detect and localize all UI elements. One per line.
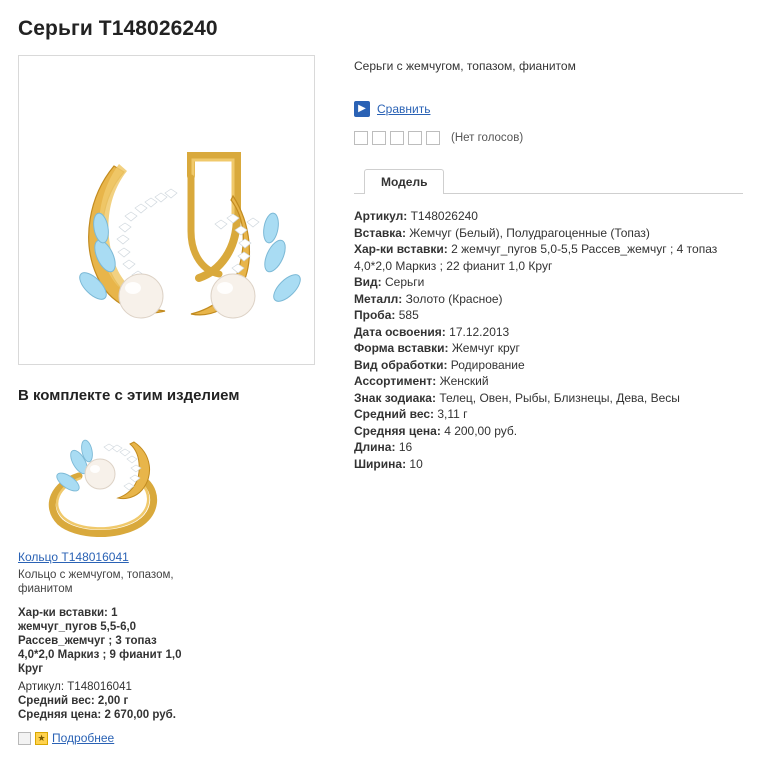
spec-label: Вставка:	[354, 225, 406, 240]
spec-row	[354, 423, 734, 440]
spec-row	[354, 439, 734, 456]
spec-label: Артикул:	[354, 209, 408, 223]
spec-label: Дата освоения:	[354, 324, 446, 339]
kit-prop-label: Хар-ки вставки:	[18, 607, 108, 619]
left-column	[18, 55, 318, 745]
spec-label: Вид обработки:	[354, 357, 448, 372]
spec-value: Жемчуг (Белый), Полудрагоценные (Топаз)	[409, 225, 650, 240]
more-details-link[interactable]: Подробнее	[52, 731, 115, 745]
spec-value: 10	[409, 456, 423, 471]
spec-value: Родирование	[450, 357, 525, 372]
kit-item-link[interactable]: Кольцо T148016041	[18, 550, 129, 564]
spec-value: Жемчуг круг	[451, 341, 520, 355]
spec-row	[354, 307, 734, 324]
votes-count: (Нет голосов)	[451, 132, 524, 144]
spec-value: 16	[398, 440, 413, 454]
spec-value: Серьги	[385, 275, 425, 289]
kit-prop-value: 2 670,00 руб.	[104, 709, 176, 721]
rating-star[interactable]	[372, 131, 386, 145]
rating-star[interactable]	[390, 131, 404, 145]
right-column	[318, 55, 759, 745]
kit-item-image[interactable]	[24, 414, 204, 544]
compare-arrow-icon: ▶	[354, 101, 370, 117]
spec-row	[354, 357, 734, 374]
compare-row[interactable]	[354, 101, 743, 117]
kit-prop-value: T148016041	[67, 681, 132, 693]
kit-prop-label: Средний вес:	[18, 695, 95, 707]
kit-prop-row	[18, 708, 196, 722]
spec-value: 2 жемчуг_пугов 5,0-5,5 Рассев_жемчуг ; 4 топаз 4,0*2,0 Маркиз ; 22 фианит 1,0 Круг	[354, 242, 718, 273]
tab-model[interactable]: Модель	[364, 169, 444, 194]
spec-value: Золото (Красное)	[405, 291, 503, 306]
kit-prop-row	[18, 694, 196, 708]
spec-row	[354, 390, 734, 407]
spec-label: Вид:	[354, 275, 382, 289]
earrings-illustration	[19, 56, 314, 364]
ring-illustration	[24, 414, 204, 544]
spec-label: Проба:	[354, 308, 396, 322]
spec-value: 4 200,00 руб.	[444, 423, 518, 438]
rating-star[interactable]	[426, 131, 440, 145]
spec-row	[354, 225, 734, 242]
spec-row	[354, 406, 734, 423]
spec-value: Телец, Овен, Рыбы, Близнецы, Дева, Весы	[439, 390, 680, 405]
spec-label: Ширина:	[354, 456, 407, 471]
spec-label: Форма вставки:	[354, 341, 449, 355]
kit-more-row[interactable]	[18, 731, 318, 745]
kit-prop-label: Средняя цена:	[18, 709, 102, 721]
spec-row	[354, 208, 734, 225]
page-content	[0, 55, 759, 745]
spec-label: Ассортимент:	[354, 374, 437, 388]
kit-item-properties	[18, 606, 196, 722]
spec-label: Средний вес:	[354, 407, 435, 421]
product-main-image[interactable]	[18, 55, 315, 365]
tabs-bar	[354, 167, 743, 194]
spec-value: T148026240	[410, 209, 478, 223]
spec-value: 585	[398, 308, 419, 322]
spec-row	[354, 340, 734, 357]
kit-prop-label: Артикул:	[18, 681, 65, 693]
document-icon	[18, 732, 31, 745]
spec-row	[354, 241, 734, 274]
spec-value: 17.12.2013	[449, 324, 510, 339]
spec-value: 3,11 г	[437, 407, 468, 421]
spec-list	[354, 208, 734, 472]
kit-heading: В комплекте с этим изделием	[18, 387, 240, 404]
spec-row	[354, 274, 734, 291]
page-title: Серьги T148026240	[18, 17, 218, 40]
kit-prop-value: 1 жемчуг_пугов 5,5-6,0 Рассев_жемчуг ; 3 топаз 4,0*2,0 Маркиз ; 9 фианит 1,0 Круг	[18, 607, 182, 675]
star-icon: ★	[35, 732, 48, 745]
spec-row	[354, 456, 734, 473]
kit-prop-value: 2,00 г	[97, 695, 129, 707]
spec-label: Средняя цена:	[354, 423, 441, 438]
spec-label: Длина:	[354, 440, 396, 454]
kit-prop-row	[18, 606, 196, 676]
rating-widget[interactable]	[354, 131, 743, 145]
product-subtitle: Серьги с жемчугом, топазом, фианитом	[354, 59, 576, 73]
tabs-container	[354, 167, 743, 194]
rating-star[interactable]	[408, 131, 422, 145]
spec-label: Знак зодиака:	[354, 390, 436, 405]
rating-star[interactable]	[354, 131, 368, 145]
kit-prop-row	[18, 680, 196, 694]
kit-item-description: Кольцо с жемчугом, топазом, фианитом	[18, 569, 174, 595]
spec-label: Хар-ки вставки:	[354, 242, 448, 256]
compare-link[interactable]: Сравнить	[377, 102, 431, 116]
spec-row	[354, 291, 734, 308]
spec-value: Женский	[439, 374, 489, 388]
product-page	[0, 17, 759, 765]
spec-label: Металл:	[354, 291, 403, 306]
spec-row	[354, 373, 734, 390]
spec-row	[354, 324, 734, 341]
